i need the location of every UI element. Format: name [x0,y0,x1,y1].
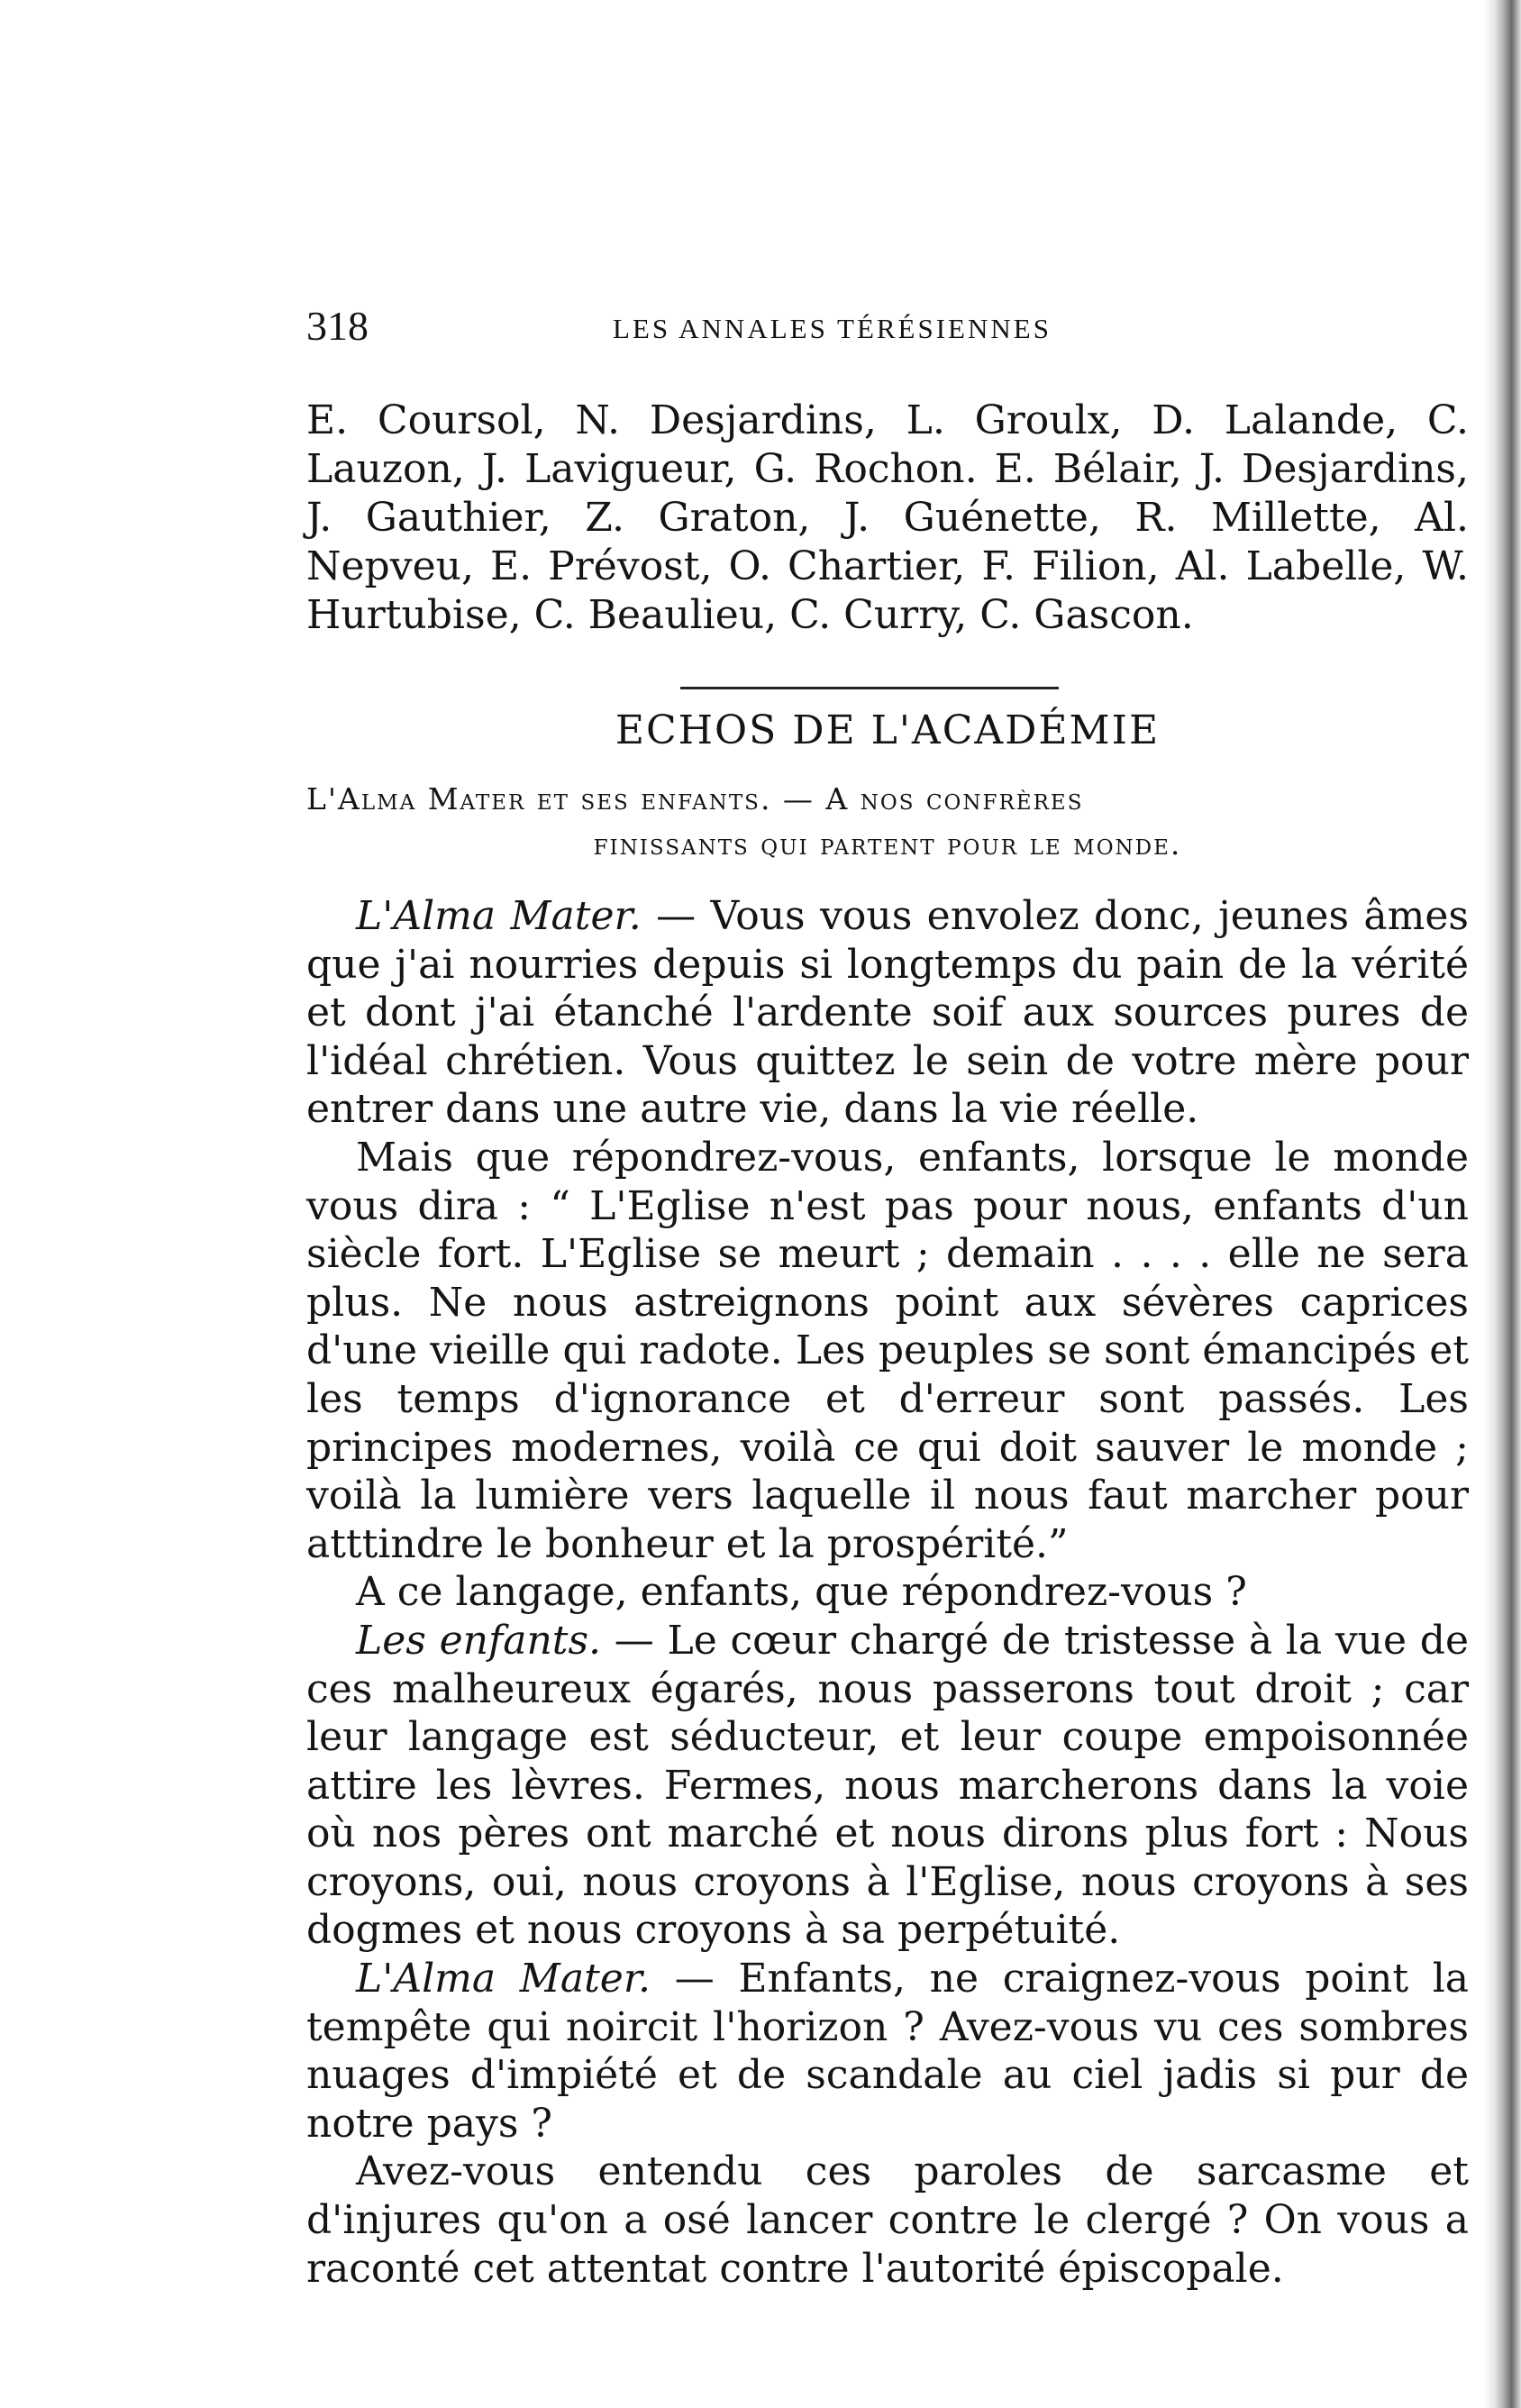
paragraph [306,892,1469,1134]
subtitle-line-1: L'Alma Mater et ses enfants. — A nos confrères [306,781,1084,816]
paragraph [306,1568,1469,1617]
paragraph-text: A ce langage, enfants, que répondrez-vous ? [356,1569,1247,1616]
paragraph-text: — Enfants, ne craignez-vous point la tempête qui noircit l'horizon ? Avez-vous vu ces sombres nuages d'impiété et de scandale au ciel jadis si pur de notre pays ? [306,1956,1470,2147]
paragraph-text: Avez-vous entendu ces paroles de sarcasme et d'injures qu'on a osé lancer contre le clergé ? On vous a raconté cet attentat contre l'autorité épiscopale. [306,2148,1469,2292]
journal-title: LES ANNALES TÉRÉSIENNES [613,313,1052,344]
page-number: 318 [306,303,369,349]
paragraph [306,2148,1469,2293]
paragraph [306,1134,1469,1568]
names-paragraph: E. Coursol, N. Desjardins, L. Groulx, D. Lalande, C. Lauzon, J. Lavigueur, G. Rochon. E. Bélair, J. Desjardins, J. Gauthier, Z. Graton, J. Guénette, R. Millette, Al. Nepveu, E. Prévost, O. Chartier, F. Filion, Al. Labelle, W. Hurtubise, C. Beaulieu, C. Curry, C. Gascon. [306,397,1469,638]
running-head [306,302,1469,356]
page-binding-edge [1483,0,1521,2408]
paragraph-text: — Vous vous envolez donc, jeunes âmes que j'ai nourries depuis si longtemps du pain de la vérité et dont j'ai étanché l'ardente soif aux sources pures de l'idéal chrétien. Vous quittez le sein de votre mère pour entrer dans une autre vie, dans la vie réelle. [306,893,1469,1133]
section-subtitle [306,777,1469,867]
subtitle-line-2: finissants qui partent pour le monde. [593,826,1182,862]
speaker-label: L'Alma Mater. [356,893,642,939]
paragraph-text: Mais que répondrez-vous, enfants, lorsque le monde vous dira : “ L'Eglise n'est pas pour nous, enfants d'un siècle fort. L'Eglise se meurt ; demain . . . . elle ne sera plus. Ne nous astreignons point aux sévères caprices d'une vieille qui radote. Les peuples se sont émancipés et les temps d'ignorance et d'erreur sont passés. Les principes modernes, voilà ce qui doit sauver le monde ; voilà la lumière vers laquelle il nous faut marcher pour atttindre le bonheur et la prospérité.” [306,1134,1469,1567]
speaker-label: Les enfants. [356,1617,602,1664]
paragraph [306,1617,1469,1955]
section-title: ECHOS DE L'ACADÉMIE [615,707,1161,753]
section-divider [680,687,1059,689]
speaker-label: L'Alma Mater. [356,1956,651,2002]
dialogue-body [306,892,1469,2293]
paragraph [306,1955,1469,2148]
paragraph-text: — Le cœur chargé de tristesse à la vue de ces malheureux égarés, nous passerons tout droit ; car leur langage est séducteur, et leur coupe empoisonnée attire les lèvres. Fermes, nous marcherons dans la voie où nos pères ont marché et nous dirons plus fort : Nous croyons, oui, nous croyons à l'Eglise, nous croyons à ses dogmes et nous croyons à sa perpétuité. [306,1617,1469,1954]
